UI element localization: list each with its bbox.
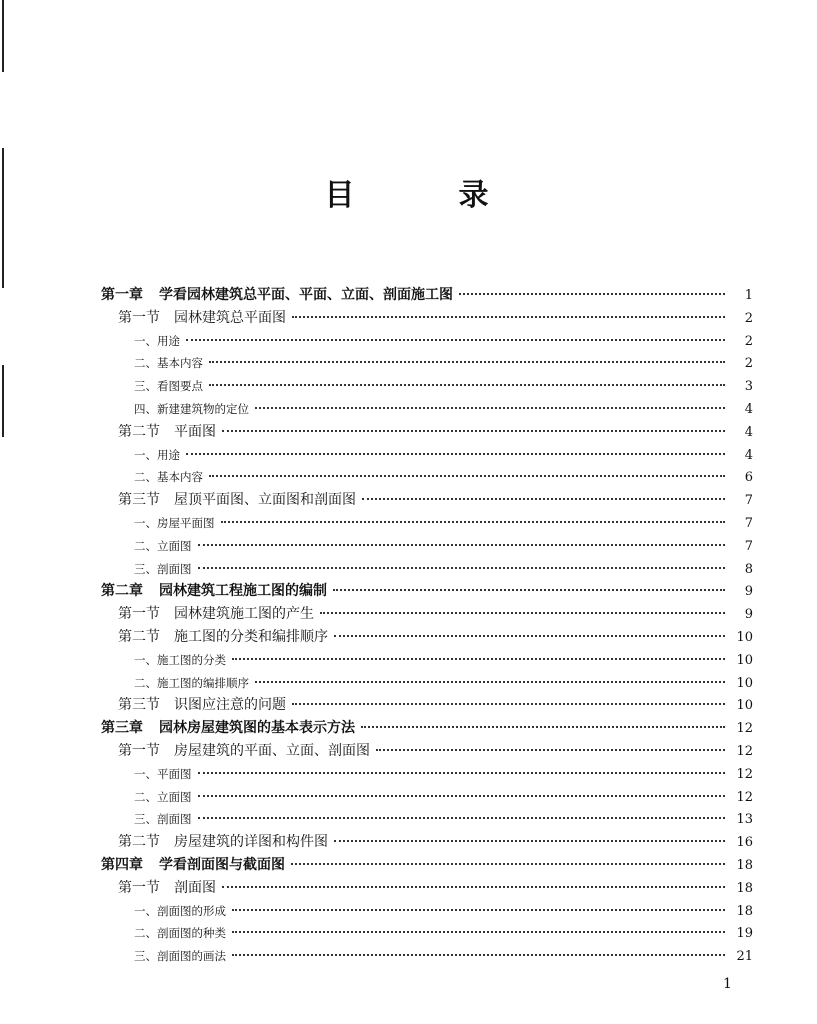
toc-entry-page: 9: [744, 584, 753, 600]
toc-entry-label: 房屋建筑的详图和构件图: [174, 834, 328, 851]
toc-entry-label: 二、基本内容: [134, 470, 203, 485]
toc-entry-item[interactable]: [101, 786, 753, 809]
page-title-right: 录: [458, 178, 493, 213]
toc-entry-page: 4: [744, 424, 753, 440]
toc-entry-item[interactable]: [101, 900, 753, 923]
page-title: [0, 170, 817, 214]
toc-entry-section[interactable]: [101, 307, 753, 330]
toc-entry-label: 园林建筑总平面图: [174, 309, 286, 326]
dot-leader: [232, 909, 725, 911]
toc-entry-chapter[interactable]: [101, 284, 753, 307]
toc-entry-page: 16: [736, 835, 753, 851]
toc-entry-item[interactable]: [101, 922, 753, 945]
toc-entry-label: 一、施工图的分类: [134, 652, 226, 667]
toc-entry-page: 10: [736, 698, 753, 714]
toc-entry-label: 学看剖面图与截面图: [159, 856, 285, 873]
toc-entry-label: 三、剖面图: [134, 812, 192, 827]
toc-entry-number: 第三节: [118, 697, 160, 714]
toc-entry-item[interactable]: [101, 330, 753, 353]
toc-entry-number: 第三章: [101, 720, 143, 737]
dot-leader: [186, 453, 725, 455]
toc-entry-section[interactable]: [101, 740, 753, 763]
toc-entry-page: 1: [744, 288, 753, 303]
toc-entry-page: 13: [736, 812, 753, 828]
toc-entry-page: 6: [744, 470, 753, 486]
dot-leader: [232, 931, 725, 933]
toc-entry-label: 学看园林建筑总平面、平面、立面、剖面施工图: [159, 287, 453, 303]
toc-entry-section[interactable]: [101, 626, 753, 649]
toc-entry-label: 识图应注意的问题: [174, 697, 286, 714]
toc-entry-page: 3: [744, 379, 753, 395]
toc-entry-page: 8: [744, 561, 753, 577]
toc-entry-label: 二、施工图的编排顺序: [134, 675, 249, 690]
toc-entry-label: 一、用途: [134, 333, 180, 348]
dot-leader: [292, 703, 725, 705]
toc-entry-page: 7: [744, 493, 753, 509]
toc-entry-number: 第一节: [118, 606, 160, 623]
table-of-contents: [101, 284, 753, 968]
toc-entry-number: 第一节: [118, 742, 160, 759]
toc-entry-label: 一、房屋平面图: [134, 515, 215, 530]
dot-leader: [333, 589, 725, 591]
toc-entry-label: 园林房屋建筑图的基本表示方法: [159, 720, 355, 737]
dot-leader: [255, 407, 725, 409]
dot-leader: [198, 817, 726, 819]
toc-entry-page: 19: [736, 926, 753, 942]
scan-edge-mark-middle: [2, 148, 4, 288]
dot-leader: [361, 726, 725, 728]
toc-entry-label: 四、新建建筑物的定位: [134, 401, 249, 416]
toc-entry-item[interactable]: [101, 808, 753, 831]
dot-leader: [291, 863, 725, 865]
dot-leader: [186, 339, 725, 341]
toc-entry-label: 一、用途: [134, 447, 180, 462]
toc-entry-section[interactable]: [101, 421, 753, 444]
toc-entry-item[interactable]: [101, 398, 753, 421]
toc-entry-item[interactable]: [101, 672, 753, 695]
toc-entry-label: 平面图: [174, 423, 216, 440]
toc-entry-page: 4: [744, 447, 753, 463]
toc-entry-section[interactable]: [101, 489, 753, 512]
dot-leader: [459, 293, 725, 295]
toc-entry-page: 18: [736, 857, 753, 873]
dot-leader: [292, 316, 725, 318]
toc-entry-number: 第四章: [101, 856, 143, 873]
toc-entry-page: 18: [736, 880, 753, 896]
toc-entry-item[interactable]: [101, 466, 753, 489]
toc-entry-label: 二、立面图: [134, 538, 192, 553]
toc-entry-page: 4: [744, 401, 753, 417]
dot-leader: [198, 544, 726, 546]
dot-leader: [198, 772, 726, 774]
toc-entry-label: 二、剖面图的种类: [134, 926, 226, 941]
page-title-left: 目: [324, 178, 359, 213]
dot-leader: [209, 384, 725, 386]
toc-entry-chapter[interactable]: [101, 717, 753, 740]
toc-entry-item[interactable]: [101, 512, 753, 535]
toc-entry-item[interactable]: [101, 558, 753, 581]
toc-entry-label: 房屋建筑的平面、立面、剖面图: [174, 742, 370, 759]
toc-entry-page: 7: [744, 538, 753, 554]
toc-entry-item[interactable]: [101, 352, 753, 375]
toc-entry-page: 10: [736, 652, 753, 668]
dot-leader: [222, 886, 725, 888]
toc-entry-label: 园林建筑工程施工图的编制: [159, 583, 327, 600]
dot-leader: [334, 635, 725, 637]
toc-entry-page: 12: [736, 766, 753, 782]
toc-entry-number: 第二节: [118, 423, 160, 440]
toc-entry-label: 施工图的分类和编排顺序: [174, 628, 328, 645]
dot-leader: [255, 681, 725, 683]
toc-entry-label: 二、基本内容: [134, 356, 203, 371]
toc-entry-number: 第一章: [101, 287, 143, 303]
toc-entry-chapter[interactable]: [101, 580, 753, 603]
toc-entry-label: 二、立面图: [134, 789, 192, 804]
scan-edge-mark-lower: [2, 365, 4, 437]
toc-entry-page: 10: [736, 629, 753, 645]
toc-entry-section[interactable]: [101, 694, 753, 717]
dot-leader: [209, 361, 725, 363]
toc-entry-item[interactable]: [101, 649, 753, 672]
toc-entry-label: 屋顶平面图、立面图和剖面图: [174, 492, 356, 509]
dot-leader: [232, 658, 725, 660]
dot-leader: [376, 749, 725, 751]
toc-entry-item[interactable]: [101, 763, 753, 786]
toc-entry-page: 7: [744, 515, 753, 531]
toc-entry-page: 12: [736, 743, 753, 759]
dot-leader: [334, 840, 725, 842]
toc-entry-page: 9: [744, 607, 753, 623]
toc-entry-label: 园林建筑施工图的产生: [174, 606, 314, 623]
toc-entry-page: 12: [736, 789, 753, 805]
toc-entry-label: 一、剖面图的形成: [134, 903, 226, 918]
toc-entry-label: 一、平面图: [134, 766, 192, 781]
dot-leader: [198, 567, 726, 569]
toc-entry-number: 第一节: [118, 309, 160, 326]
toc-entry-page: 10: [736, 675, 753, 691]
page-number: 1: [723, 976, 732, 992]
toc-entry-section[interactable]: [101, 603, 753, 626]
dot-leader: [222, 430, 725, 432]
toc-entry-label: 剖面图: [174, 879, 216, 896]
dot-leader: [209, 475, 725, 477]
toc-entry-section[interactable]: [101, 877, 753, 900]
toc-entry-item[interactable]: [101, 375, 753, 398]
dot-leader: [221, 521, 726, 523]
toc-entry-page: 2: [744, 356, 753, 372]
toc-entry-number: 第一节: [118, 879, 160, 896]
toc-entry-number: 第二节: [118, 834, 160, 851]
toc-entry-label: 三、剖面图: [134, 561, 192, 576]
toc-entry-page: 12: [736, 721, 753, 737]
toc-entry-page: 2: [744, 310, 753, 326]
toc-entry-page: 21: [736, 949, 753, 965]
toc-entry-page: 2: [744, 333, 753, 349]
dot-leader: [362, 498, 725, 500]
toc-entry-chapter[interactable]: [101, 854, 753, 877]
toc-entry-label: 三、看图要点: [134, 379, 203, 394]
toc-entry-page: 18: [736, 903, 753, 919]
dot-leader: [232, 954, 725, 956]
dot-leader: [320, 612, 725, 614]
toc-entry-number: 第二章: [101, 583, 143, 600]
toc-entry-item[interactable]: [101, 444, 753, 467]
toc-entry-section[interactable]: [101, 831, 753, 854]
toc-entry-item[interactable]: [101, 535, 753, 558]
dot-leader: [198, 795, 726, 797]
toc-entry-label: 三、剖面图的画法: [134, 949, 226, 964]
toc-entry-item[interactable]: [101, 945, 753, 968]
toc-entry-number: 第三节: [118, 492, 160, 509]
scan-edge-mark-top: [2, 0, 4, 72]
toc-entry-number: 第二节: [118, 628, 160, 645]
